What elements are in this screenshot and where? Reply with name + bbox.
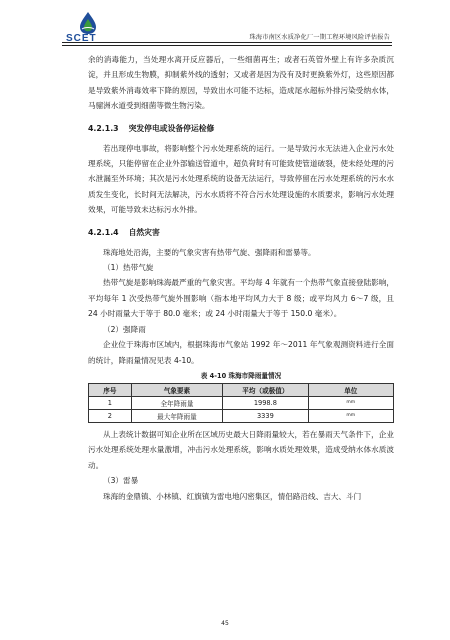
list-item-heavy-rain: （2）强降雨 <box>103 324 146 334</box>
table-cell: 3339 <box>223 409 308 422</box>
table-header-row <box>89 383 394 396</box>
section-title: 自然灾害 <box>128 227 160 237</box>
table-row <box>89 409 394 422</box>
table-cell: 最大年降雨量 <box>131 409 223 422</box>
header-divider-thin <box>62 45 392 46</box>
list-item-thunderstorm: （3）雷暴 <box>103 476 139 486</box>
section-title: 突发停电或设备停运检修 <box>128 123 215 133</box>
rainfall-table <box>88 383 394 423</box>
table-header-cell: 序号 <box>89 383 132 396</box>
section-number: 4.2.1.3 <box>88 123 119 133</box>
table-row <box>89 396 394 409</box>
paragraph-uv-disinfection: 余的消毒能力，当处理水离开反应器后，一些细菌再生；或者石英管外壁上有许多杂质沉淀，并且形成生物膜，抑制紫外线的透射；又或者是因为没有及时更换紫外灯，这些原因都是导致紫外消毒效率下降的原因，导致出水可能不达标，造成尾水超标外排污染受纳水体，马骝洲水道受到细菌等微生物污染。 <box>88 55 394 111</box>
header-divider <box>62 42 392 43</box>
table-header-cell: 气象要素 <box>131 383 223 396</box>
page-number: 45 <box>221 620 229 627</box>
table-cell: mm <box>308 409 393 422</box>
paragraph-rainfall-analysis: 从上表统计数据可知企业所在区域历史最大日降雨量较大，若在暴雨天气条件下，企业污水处理系统处理水量激增，冲击污水处理系统，影响水质处理效果，造成受纳水体水质波动。 <box>88 429 394 470</box>
table-caption: 表 4-10 珠海市降雨量情况 <box>200 371 282 380</box>
table-cell: 全年降雨量 <box>131 396 223 409</box>
table-cell: 1 <box>89 396 132 409</box>
paragraph-disasters-intro: 珠海地处沿海，主要的气象灾害有热带气旋、强降雨和雷暴等。 <box>103 247 316 257</box>
table-header-cell: 平均（或极值） <box>223 383 308 396</box>
section-number: 4.2.1.4 <box>88 227 119 237</box>
paragraph-power-outage: 若出现停电事故，将影响整个污水处理系统的运行。一是导致污水无法进入企业污水处理系统，只能停留在企业外部输送管道中，超负荷时有可能致使管道破裂，使未经处理的污水泄漏至外环境；其次是污水处理系统的设备无法运行，导致停留在污水处理系统的污水水质发生变化，长时间无法解决，污水水质将不符合污水处理设施的水质要求，影响污水处理效果，可能导致未达标污水外排。 <box>88 143 394 215</box>
paragraph-heavy-rain: 企业位于珠海市区域内，根据珠海市气象站 1992 年～2011 年气象观测资料进行全面的统计，降雨量情况见表 4-10。 <box>88 340 394 365</box>
table-cell: 2 <box>89 409 132 422</box>
paragraph-thunderstorm: 珠海的金鼎镇、小林镇、红旗镇为雷电地闪密集区，情侣路沿线、吉大、斗门 <box>103 491 362 501</box>
page-body <box>88 52 394 504</box>
table-header-cell: 单位 <box>308 383 393 396</box>
paragraph-tropical-cyclone: 热带气旋是影响珠海最严重的气象灾害。平均每 4 年就有一个热带气象直接登陆影响，平均每年 1 次受热带气旋外围影响（指本地平均风力大于 8 级；或平均风力 6～7 级，且 24 小时雨量大于等于 80.0 毫米；或 24 小时雨量大于等于 150.0 毫米）。 <box>88 278 394 319</box>
list-item-tropical-cyclone: （1）热带气旋 <box>103 263 154 273</box>
section-heading-4213 <box>88 121 394 136</box>
section-heading-4214 <box>88 225 394 240</box>
table-cell: 1998.8 <box>223 396 308 409</box>
table-cell: mm <box>308 396 393 409</box>
logo-text: SCET <box>66 33 97 44</box>
report-title: 珠海市南区水质净化厂一期工程环境风险评估报告 <box>249 34 390 41</box>
